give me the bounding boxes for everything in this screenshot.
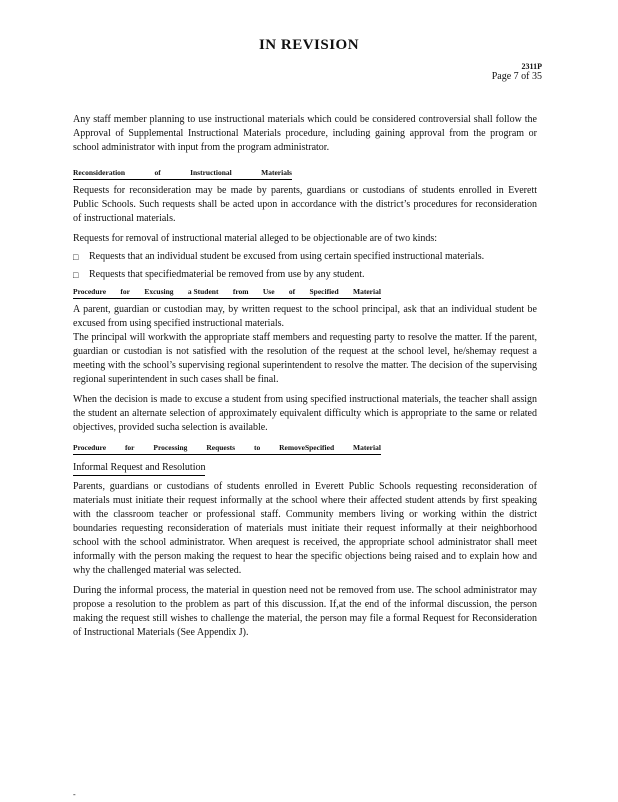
- intro-paragraph: Any staff member planning to use instructional materials which could be considered controversial shall follow the Approval of Supplemental Instructional Materials procedure, including gaining approval from the program or school administrator with input from the program administrator.: [73, 114, 537, 153]
- section-heading-reconsideration: Reconsideration of Instructional Materials: [73, 167, 292, 180]
- checkbox-bullet-icon: □: [73, 252, 79, 262]
- checkbox-bullet-icon: □: [73, 270, 79, 280]
- page-title: IN REVISION: [258, 37, 360, 53]
- page-number: Page 7 of 35: [491, 71, 542, 82]
- processing-paragraph-1: Parents, guardians or custodians of students enrolled in Everett Public Schools requesting reconsideration of materials must initiate their request informally at the school where their affected student attends by first speaking with the classroom teacher or professional staff. Community members living or working within the district boundaries requesting reconsideration of materials must initiate their request informally at their neighborhood school with the school administrator. When arequest is received, the appropriate school administrator shall meet informally with the person making the request to hear the specific objections being raised and to explain how and why the challenged material was selected.: [73, 481, 537, 576]
- section-heading-processing: Procedure for Processing Requests to RemoveSpecified Material: [73, 442, 381, 455]
- reconsideration-paragraph-1: Requests for reconsideration may be made by parents, guardians or custodians of students enrolled in Everett Public Schools. Such requests shall be acted upon in accordance with the district’s procedures for reconsideration of instructional materials.: [73, 185, 537, 224]
- subheading-informal-request: Informal Request and Resolution: [73, 461, 205, 476]
- excusing-paragraph-2: The principal will workwith the appropriate staff members and requesting party to resolve the matter. If the parent, guardian or custodian is not satisfied with the resolution of the request at the school level, he/shemay request a meeting with the school’s supervising regional superintendent to resolve the matter. The decision of the supervising regional superintendent in such cases shall be final.: [73, 332, 537, 385]
- list-item: □ Requests that specifiedmaterial be removed from use by any student.: [73, 269, 365, 280]
- excusing-paragraph-3: When the decision is made to excuse a student from using specified instructional materials, the teacher shall assign the student an alternate selection of approximately equivalent difficulty which is appropriate to the same or related objectives, provided sucha selection is available.: [73, 394, 537, 433]
- excusing-paragraph-1: A parent, guardian or custodian may, by written request to the school principal, ask that an individual student be excused from using specified instructional materials.: [73, 304, 537, 329]
- footer-mark: -: [73, 790, 76, 799]
- list-item: □ Requests that an individual student be excused from using certain specified instructional materials.: [73, 251, 485, 262]
- reconsideration-paragraph-2: Requests for removal of instructional material alleged to be objectionable are of two kinds:: [73, 233, 438, 244]
- section-heading-excusing: Procedure for Excusing a Student from Use of Specified Material: [73, 286, 381, 299]
- processing-paragraph-2: During the informal process, the material in question need not be removed from use. The school administrator may propose a resolution to the problem as part of this discussion. If,at the end of the informal discussion, the person making the request still wishes to challenge the material, the person may file a formal Request for Reconsideration of Instructional Materials (See Appendix J).: [73, 585, 537, 638]
- policy-code: 2311P: [521, 62, 542, 71]
- document-body: [73, 113, 537, 640]
